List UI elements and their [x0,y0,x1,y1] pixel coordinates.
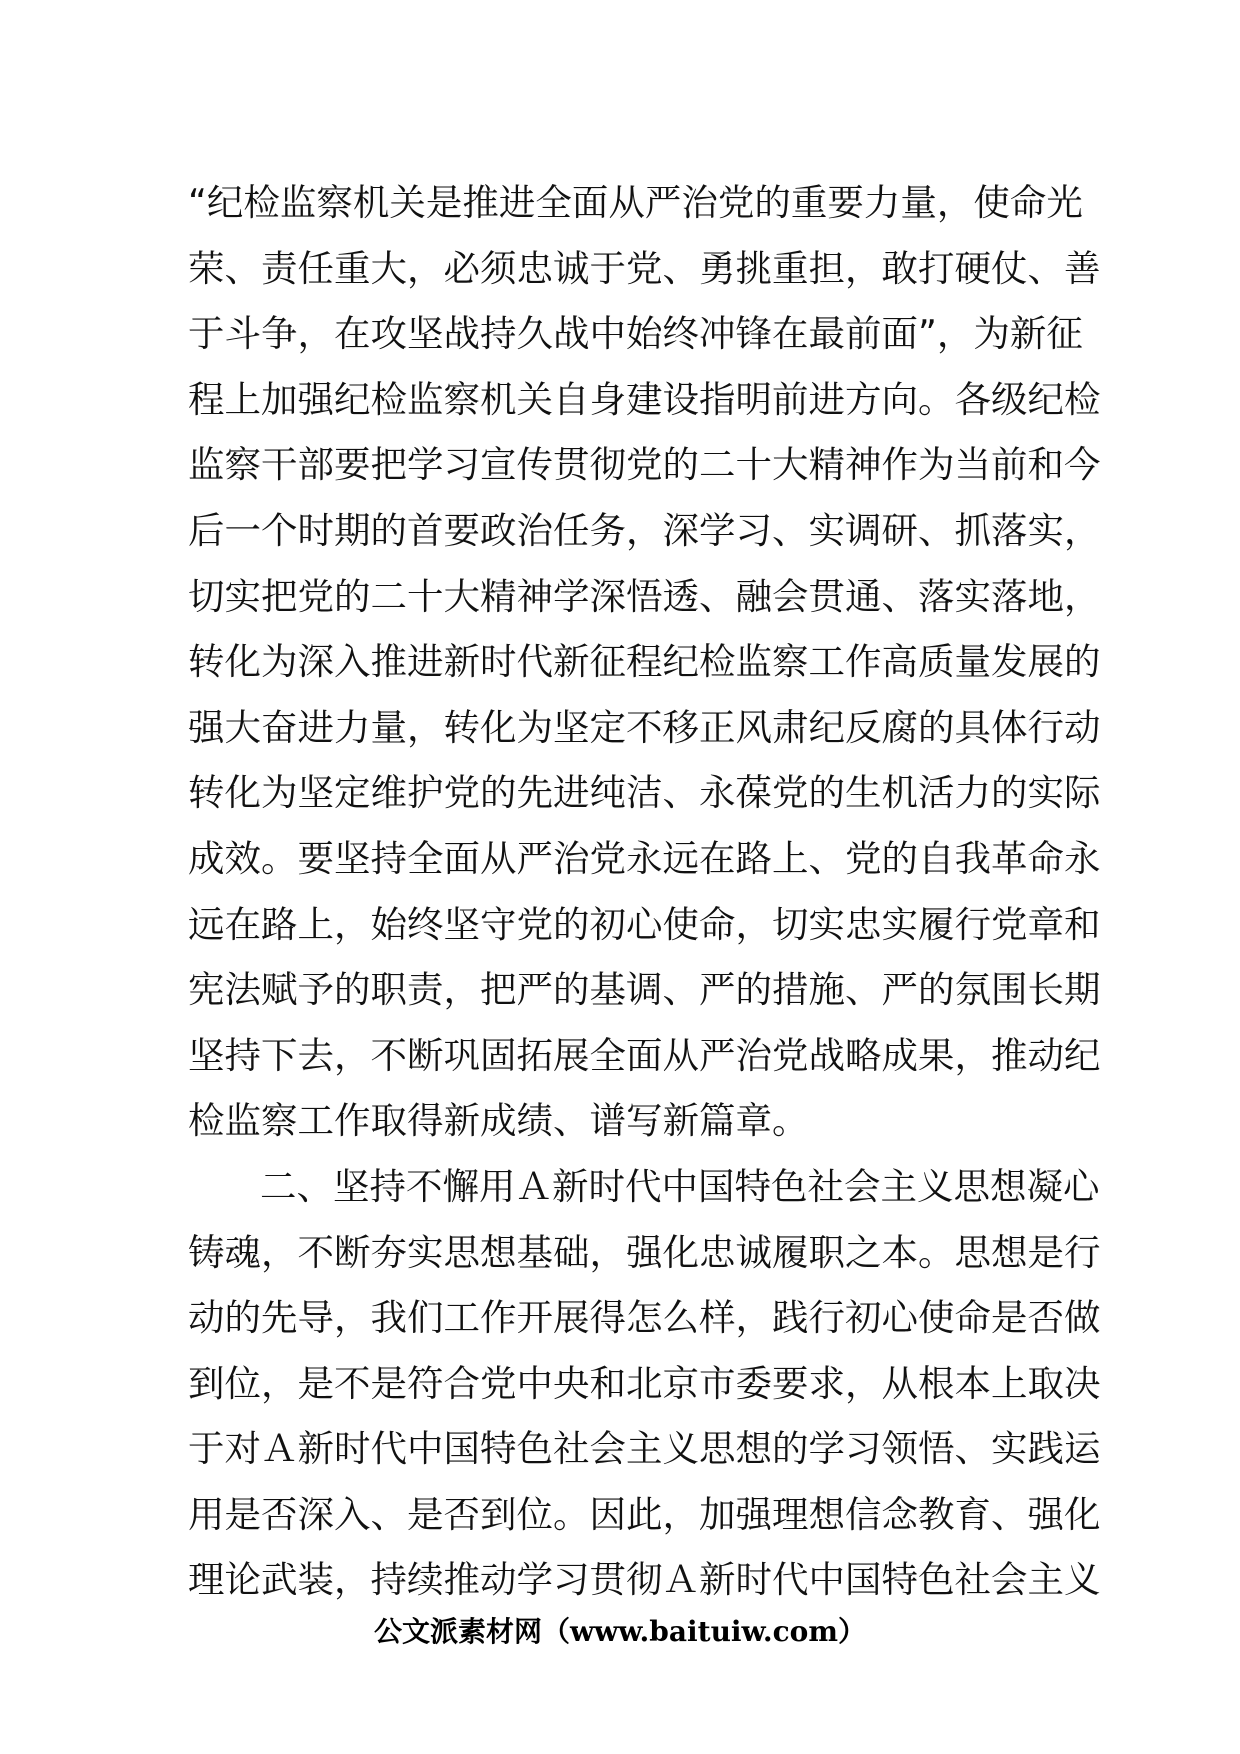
text-line: 铸魂，不断夯实思想基础，强化忠诚履职之本。思想是行 [188,1230,1101,1274]
text-line: 检监察工作取得新成绩、谱写新篇章。 [188,1099,809,1143]
page-footer: 公文派素材网（www.baituiw.com） [374,1615,866,1648]
text-line: 用是否深入、是否到位。因此，加强理想信念教育、强化 [188,1492,1101,1536]
text-line: 于斗争，在攻坚战持久战中始终冲锋在最前面”，为新征 [188,312,1083,356]
text-line: 到位，是不是符合党中央和北京市委要求，从根本上取决 [188,1361,1101,1405]
text-line: 转化为坚定维护党的先进纯洁、永葆党的生机活力的实际 [188,771,1101,815]
text-line: 坚持下去，不断巩固拓展全面从严治党战略成果，推动纪 [188,1033,1101,1077]
text-line: “纪检监察机关是推进全面从严治党的重要力量，使命光 [188,181,1083,224]
text-line: 荣、责任重大，必须忠诚于党、勇挑重担，敢打硬仗、善 [188,246,1101,290]
text-line: 动的先导，我们工作开展得怎么样，践行初心使命是否做 [188,1296,1101,1340]
text-line: 于对Ａ新时代中国特色社会主义思想的学习领悟、实践运 [188,1427,1101,1471]
section-heading-line: 二、坚持不懈用Ａ新时代中国特色社会主义思想凝心 [260,1164,1100,1208]
text-line: 宪法赋予的职责，把严的基调、严的措施、严的氛围长期 [188,968,1101,1012]
text-line: 监察干部要把学习宣传贯彻党的二十大精神作为当前和今 [188,443,1101,487]
text-line: 理论武装，持续推动学习贯彻Ａ新时代中国特色社会主义 [188,1558,1101,1602]
text-line: 程上加强纪检监察机关自身建设指明前进方向。各级纪检 [188,377,1101,421]
text-line: 转化为深入推进新时代新征程纪检监察工作高质量发展的 [188,640,1101,684]
text-line: 后一个时期的首要政治任务，深学习、实调研、抓落实， [188,508,1101,552]
document-body [188,170,1101,1613]
text-line: 切实把党的二十大精神学深悟透、融会贯通、落实落地， [188,574,1101,618]
text-line: 远在路上，始终坚守党的初心使命，切实忠实履行党章和 [188,902,1101,946]
text-line: 强大奋进力量，转化为坚定不移正风肃纪反腐的具体行动 [188,705,1101,749]
text-line: 成效。要坚持全面从严治党永远在路上、党的自我革命永 [188,836,1101,880]
